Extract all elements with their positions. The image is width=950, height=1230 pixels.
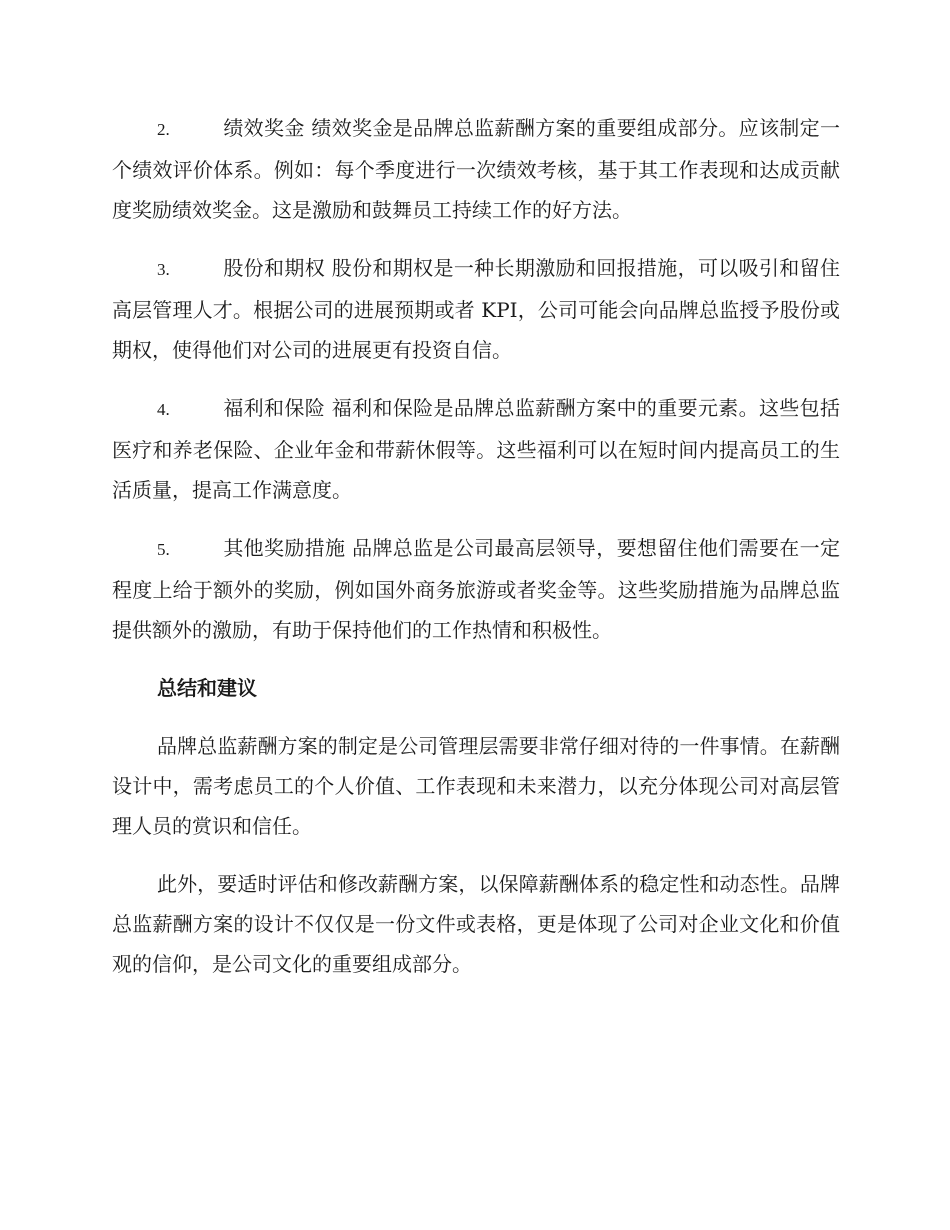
list-item-text: 股份和期权 股份和期权是一种长期激励和回报措施，可以吸引和留住高层管理人才。根据公司的进展预期或者 KPI，公司可能会向品牌总监授予股份或期权，使得他们对公司的进展更有投资自信。 xyxy=(112,256,840,362)
list-item xyxy=(112,248,840,370)
list-item xyxy=(112,528,840,650)
list-item-text: 绩效奖金 绩效奖金是品牌总监薪酬方案的重要组成部分。应该制定一个绩效评价体系。例如：每个季度进行一次绩效考核，基于其工作表现和达成贡献度奖励绩效奖金。这是激励和鼓舞员工持续工作的好方法。 xyxy=(112,116,840,222)
list-item-number: 2. xyxy=(157,120,170,139)
list-item-number: 3. xyxy=(157,260,170,279)
list-item xyxy=(112,108,840,230)
list-item xyxy=(112,388,840,510)
list-item-text: 福利和保险 福利和保险是品牌总监薪酬方案中的重要元素。这些包括医疗和养老保险、企业年金和带薪休假等。这些福利可以在短时间内提高员工的生活质量，提高工作满意度。 xyxy=(112,396,840,502)
list-item-number: 4. xyxy=(157,400,170,419)
section-heading: 总结和建议 xyxy=(157,676,257,700)
summary-paragraph: 品牌总监薪酬方案的制定是公司管理层需要非常仔细对待的一件事情。在薪酬设计中，需考虑员工的个人价值、工作表现和未来潜力，以充分体现公司对高层管理人员的赏识和信任。 xyxy=(112,734,840,838)
document-body xyxy=(112,108,840,1002)
list-item-number: 5. xyxy=(157,540,170,559)
list-item-text: 其他奖励措施 品牌总监是公司最高层领导，要想留住他们需要在一定程度上给于额外的奖励，例如国外商务旅游或者奖金等。这些奖励措施为品牌总监提供额外的激励，有助于保持他们的工作热情和积极性。 xyxy=(112,536,840,642)
summary-paragraph: 此外，要适时评估和修改薪酬方案，以保障薪酬体系的稳定性和动态性。品牌总监薪酬方案的设计不仅仅是一份文件或表格，更是体现了公司对企业文化和价值观的信仰，是公司文化的重要组成部分。 xyxy=(112,872,840,976)
